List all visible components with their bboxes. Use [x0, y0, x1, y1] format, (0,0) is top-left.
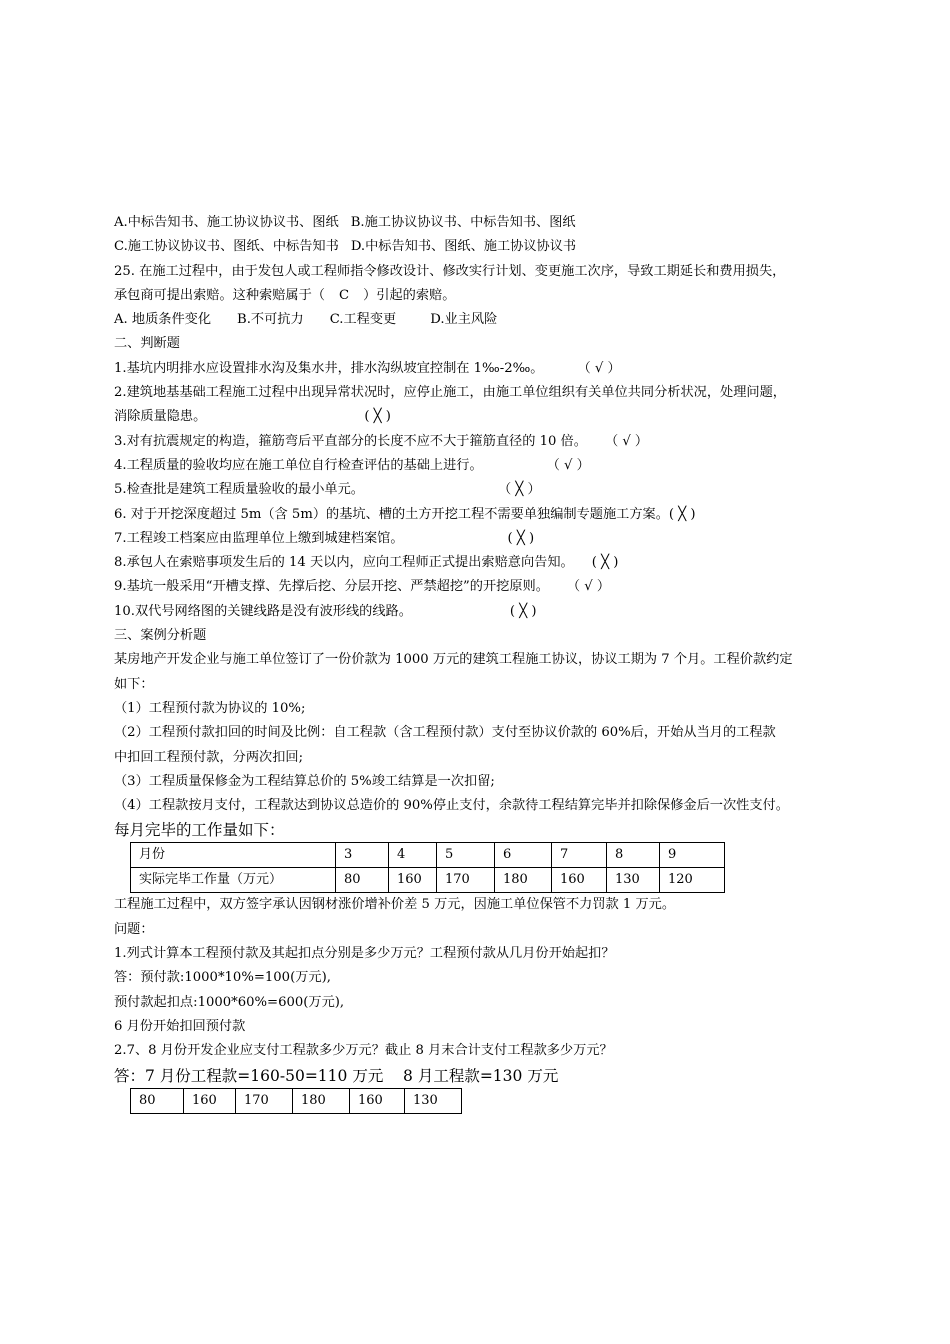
judgment-item — [114, 551, 844, 575]
answer-2: 答：7 月份工程款=160-50=110 万元 8 月工程款=130 万元 — [114, 1066, 559, 1085]
table-cell: 9 — [660, 843, 725, 868]
q25-answer: C — [339, 287, 350, 303]
case-note: 工程施工过程中，双方签字承认因钢材涨价增补价差 5 万元，因施工单位保管不力罚款 1 万元。 — [114, 897, 676, 913]
judgment-item — [114, 527, 844, 551]
table-cell: 6 — [495, 843, 552, 868]
judgment-text: 7.工程竣工档案应由监理单位上缴到城建档案馆。 — [114, 530, 404, 546]
judgment-mark: ( ╳ ) — [509, 603, 537, 619]
table-cell: 8 — [607, 843, 660, 868]
question-2: 2.7、8 月份开发企业应支付工程款多少万元？截止 8 月末合计支付工程款多少万元？ — [114, 1043, 613, 1059]
table-cell: 5 — [437, 843, 495, 868]
table-header-cell: 月份 — [131, 843, 336, 868]
table-cell: 4 — [389, 843, 437, 868]
workload-table — [130, 842, 725, 893]
judgment-mark: ( ╳ ) — [668, 506, 696, 522]
document-page — [114, 211, 844, 1114]
q25-stem: 承包商可提出索赔。这种索赔属于（ — [114, 287, 325, 303]
judgment-mark: （ √ ） — [566, 579, 611, 595]
table-cell: 160 — [184, 1088, 236, 1113]
q25-option-c: C.工程变更 — [329, 312, 397, 328]
case-item-3: （3）工程质量保修金为工程结算总价的 5%竣工结算是一次扣留; — [114, 773, 495, 789]
table-cell: 80 — [336, 868, 389, 893]
judgment-mark: ( ╳ ) — [507, 530, 535, 546]
table-cell: 80 — [131, 1088, 184, 1113]
q24-option-b: B.施工协议协议书、中标告知书、图纸 — [350, 215, 576, 230]
table-cell: 170 — [236, 1088, 293, 1113]
q24-option-d: D.中标告知书、图纸、施工协议协议书 — [350, 239, 577, 255]
judgment-text: 10.双代号网络图的关键线路是没有波形线的线路。 — [114, 603, 412, 619]
judgment-text: 6. 对于开挖深度超过 5m（含 5m）的基坑、槽的土方开挖工程不需要单独编制专题施工方案。 — [114, 506, 669, 522]
q25-line1: 25. 在施工过程中，由于发包人或工程师指令修改设计、修改实行计划、变更施工次序，导致工期延长和费用损失， — [114, 263, 786, 279]
q25-options — [114, 308, 844, 332]
judgment-item — [114, 381, 844, 405]
table-row — [131, 1088, 462, 1113]
judgment-text: 2.建筑地基基础工程施工过程中出现异常状况时，应停止施工，由施工单位组织有关单位共同分析状况，处理问题， — [114, 385, 786, 401]
q25-option-d: D.业主风险 — [430, 312, 498, 328]
section-title-case: 三、案例分析题 — [114, 628, 207, 644]
judgment-mark: ( ╳ ) — [364, 409, 391, 425]
answer-1-line3: 6 月份开始扣回预付款 — [114, 1018, 246, 1034]
q25-option-b: B.不可抗力 — [237, 312, 304, 328]
q24-options-row2 — [114, 235, 844, 259]
table-cell: 120 — [660, 868, 725, 893]
table-header-cell: 实际完毕工作量（万元） — [131, 868, 336, 893]
judgment-item — [114, 503, 844, 527]
table-cell: 3 — [336, 843, 389, 868]
judgment-item — [114, 600, 844, 624]
table-cell: 180 — [495, 868, 552, 893]
judgment-text: 8.承包人在索赔事项发生后的 14 天以内，应向工程师正式提出索赔意向告知。 — [114, 555, 574, 571]
amount-table — [130, 1088, 462, 1114]
judgment-item — [114, 430, 844, 454]
question-1: 1.列式计算本工程预付款及其起扣点分别是多少万元？工程预付款从几月份开始起扣？ — [114, 946, 615, 962]
case-item-1: （1）工程预付款为协议的 10%; — [114, 700, 306, 716]
q25-stem-end: ）引起的索赔。 — [363, 287, 456, 303]
section-title-judgment: 二、判断题 — [114, 336, 180, 352]
judgment-mark: ( ╳ ) — [591, 555, 619, 571]
answer-1-line1: 答：预付款:1000*10%=100(万元), — [114, 970, 331, 986]
q24-option-a: A.中标告知书、施工协议协议书、图纸 — [114, 215, 339, 230]
case-intro-cont: 如下： — [114, 676, 154, 692]
judgment-text: 9.基坑一般采用“开槽支撑、先撑后挖、分层开挖、严禁超挖”的开挖原则。 — [114, 579, 549, 595]
judgment-item — [114, 478, 844, 502]
judgment-text: 4.工程质量的验收均应在施工单位自行检查评估的基础上进行。 — [114, 457, 483, 473]
judgment-mark: （ ╳ ） — [497, 482, 541, 498]
questions-label: 问题： — [114, 921, 154, 937]
judgment-text: 3.对有抗震规定的构造，箍筋弯后平直部分的长度不应不大于箍筋直径的 10 倍。 — [114, 433, 587, 449]
q25-line2 — [114, 284, 844, 308]
case-item-2: （2）工程预付款扣回的时间及比例：自工程款（含工程预付款）支付至协议价款的 60%后，开始从当月的工程款 — [114, 725, 776, 741]
table-cell: 160 — [389, 868, 437, 893]
answer-1-line2: 预付款起扣点:1000*60%=600(万元), — [114, 994, 345, 1010]
table-cell: 130 — [405, 1088, 462, 1113]
judgment-item — [114, 357, 844, 381]
table-title: 每月完毕的工作量如下： — [114, 821, 285, 840]
judgment-item — [114, 575, 844, 599]
q24-option-c: C.施工协议协议书、图纸、中标告知书 — [114, 239, 339, 255]
judgment-item — [114, 454, 844, 478]
table-row — [131, 868, 725, 893]
judgment-text: 消除质量隐患。 — [114, 409, 207, 425]
judgment-mark: （ √ ） — [546, 457, 590, 473]
table-cell: 160 — [552, 868, 607, 893]
judgment-text: 1.基坑内明排水应设置排水沟及集水井，排水沟纵坡宜控制在 1‰-2‰。 — [114, 360, 544, 376]
case-item-2-cont: 中扣回工程预付款，分两次扣回; — [114, 749, 304, 765]
judgment-text: 5.检查批是建筑工程质量验收的最小单元。 — [114, 482, 364, 498]
case-item-4: （4）工程款按月支付，工程款达到协议总造价的 90%停止支付，余款待工程结算完毕并扣除保修金后一次性支付。 — [114, 798, 789, 814]
table-row — [131, 843, 725, 868]
table-cell: 130 — [607, 868, 660, 893]
judgment-mark: （ √ ） — [577, 360, 621, 376]
table-cell: 160 — [350, 1088, 405, 1113]
judgment-item-cont — [114, 405, 844, 429]
case-intro: 某房地产开发企业与施工单位签订了一份价款为 1000 万元的建筑工程施工协议，协议工期为 7 个月。工程价款约定 — [114, 652, 793, 668]
table-cell: 180 — [293, 1088, 350, 1113]
q25-option-a: A. 地质条件变化 — [114, 312, 212, 328]
judgment-mark: （ √ ） — [604, 433, 649, 449]
table-cell: 170 — [437, 868, 495, 893]
q24-options-row1 — [114, 211, 844, 235]
table-cell: 7 — [552, 843, 607, 868]
